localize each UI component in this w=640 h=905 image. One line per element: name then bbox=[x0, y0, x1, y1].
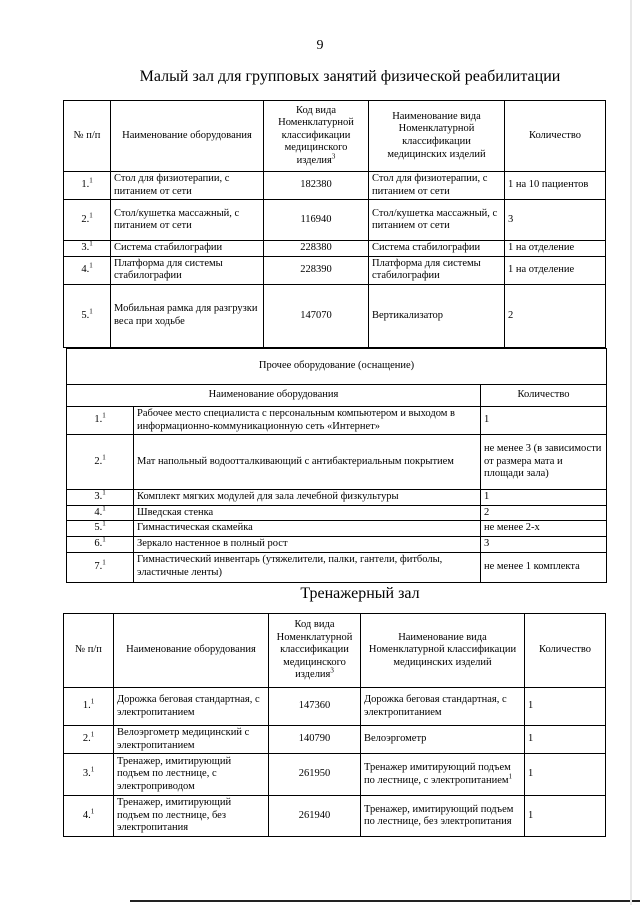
row-equipment: Велоэргометр медицинский с электропитанием bbox=[114, 726, 269, 754]
table-row bbox=[64, 796, 606, 837]
header-qty: Количество bbox=[481, 385, 607, 407]
row-num: 5.$^1$ bbox=[64, 284, 111, 347]
header-equipment: Наименование оборудования bbox=[111, 101, 264, 172]
row-kind: Платформа для системы стабилографии bbox=[369, 256, 505, 284]
row-kind: Тренажер, имитирующий подъем по лестнице, без электропитания bbox=[361, 796, 525, 837]
table-title-row bbox=[67, 349, 607, 385]
row-equipment: Комплект мягких модулей для зала лечебной физкультуры bbox=[134, 490, 481, 506]
row-num: 3.$^1$ bbox=[67, 490, 134, 506]
header-kind: Наименование вида Номенклатурной классификации медицинских изделий bbox=[361, 614, 525, 688]
header-qty: Количество bbox=[525, 614, 606, 688]
row-num: 1.$^1$ bbox=[64, 688, 114, 726]
row-qty: 1 bbox=[525, 688, 606, 726]
equipment-table-other bbox=[66, 348, 607, 583]
table-row bbox=[64, 241, 606, 257]
row-num: 3.$^1$ bbox=[64, 241, 111, 257]
row-equipment: Мобильная рамка для разгрузки веса при ходьбе bbox=[111, 284, 264, 347]
header-kind: Наименование вида Номенклатурной классификации медицинских изделий bbox=[369, 101, 505, 172]
table-row bbox=[64, 726, 606, 754]
row-qty: 2 bbox=[505, 284, 606, 347]
row-code: 116940 bbox=[264, 200, 369, 241]
header-qty: Количество bbox=[505, 101, 606, 172]
row-equipment: Стол для физиотерапии, с питанием от сети bbox=[111, 172, 264, 200]
row-code: 261950 bbox=[269, 754, 361, 796]
row-qty: 1 на 10 пациентов bbox=[505, 172, 606, 200]
row-equipment: Рабочее место специалиста с персональным компьютером и выходом в информационно-коммуникационную сеть «Интернет» bbox=[134, 407, 481, 435]
row-kind: Система стабилографии bbox=[369, 241, 505, 257]
row-qty: 3 bbox=[505, 200, 606, 241]
section-title-small-hall: Малый зал для групповых занятий физической реабилитации bbox=[139, 68, 561, 85]
table-row bbox=[64, 256, 606, 284]
row-qty: 1 bbox=[481, 490, 607, 506]
row-code: 147360 bbox=[269, 688, 361, 726]
table-row bbox=[67, 490, 607, 506]
row-qty: 1 bbox=[481, 407, 607, 435]
row-kind: Стол для физиотерапии, с питанием от сети bbox=[369, 172, 505, 200]
row-num: 4.$^1$ bbox=[64, 256, 111, 284]
equipment-table-small-hall bbox=[63, 100, 606, 348]
row-qty: не менее 2-х bbox=[481, 521, 607, 537]
row-num: 2.$^1$ bbox=[64, 200, 111, 241]
row-num: 3.$^1$ bbox=[64, 754, 114, 796]
table-row bbox=[67, 505, 607, 521]
row-qty: не менее 3 (в зависимости от размера мата и площади зала) bbox=[481, 435, 607, 490]
header-equipment: Наименование оборудования bbox=[67, 385, 481, 407]
row-equipment: Дорожка беговая стандартная, с электропитанием bbox=[114, 688, 269, 726]
row-qty: 1 на отделение bbox=[505, 256, 606, 284]
row-equipment: Платформа для системы стабилографии bbox=[111, 256, 264, 284]
row-equipment: Зеркало настенное в полный рост bbox=[134, 536, 481, 552]
header-equipment: Наименование оборудования bbox=[114, 614, 269, 688]
row-equipment: Тренажер, имитирующий подъем по лестнице, без электропитания bbox=[114, 796, 269, 837]
table-row bbox=[64, 754, 606, 796]
row-code: 147070 bbox=[264, 284, 369, 347]
table-row bbox=[64, 284, 606, 347]
table-row bbox=[67, 435, 607, 490]
row-num: 2.$^1$ bbox=[64, 726, 114, 754]
header-code: Код вида Номенклатурной классификации медицинского изделия$^3$ bbox=[264, 101, 369, 172]
row-num: 7.$^1$ bbox=[67, 552, 134, 582]
row-kind: Дорожка беговая стандартная, с электропитанием bbox=[361, 688, 525, 726]
header-num: № п/п bbox=[64, 101, 111, 172]
table-row bbox=[67, 536, 607, 552]
row-num: 6.$^1$ bbox=[67, 536, 134, 552]
row-equipment: Гимнастический инвентарь (утяжелители, палки, гантели, фитболы, эластичные ленты) bbox=[134, 552, 481, 582]
row-num: 4.$^1$ bbox=[67, 505, 134, 521]
table-row bbox=[64, 688, 606, 726]
row-equipment: Стол/кушетка массажный, с питанием от сети bbox=[111, 200, 264, 241]
table-row bbox=[67, 552, 607, 582]
row-code: 182380 bbox=[264, 172, 369, 200]
table-row bbox=[67, 407, 607, 435]
table-row bbox=[64, 200, 606, 241]
row-qty: 1 bbox=[525, 754, 606, 796]
table-title: Прочее оборудование (оснащение) bbox=[67, 349, 607, 385]
header-code: Код вида Номенклатурной классификации медицинского изделия$^3$ bbox=[269, 614, 361, 688]
row-code: 228380 bbox=[264, 241, 369, 257]
row-num: 5.$^1$ bbox=[67, 521, 134, 537]
table-header-row bbox=[64, 614, 606, 688]
row-num: 1.$^1$ bbox=[64, 172, 111, 200]
row-code: 261940 bbox=[269, 796, 361, 837]
row-qty: 3 bbox=[481, 536, 607, 552]
scan-artifact-edge bbox=[630, 0, 632, 905]
table-row bbox=[64, 172, 606, 200]
row-equipment: Система стабилографии bbox=[111, 241, 264, 257]
row-kind: Стол/кушетка массажный, с питанием от сети bbox=[369, 200, 505, 241]
equipment-table-gym bbox=[63, 613, 606, 837]
row-equipment: Гимнастическая скамейка bbox=[134, 521, 481, 537]
scan-artifact-line bbox=[130, 900, 640, 902]
row-code: 140790 bbox=[269, 726, 361, 754]
row-qty: не менее 1 комплекта bbox=[481, 552, 607, 582]
row-num: 1.$^1$ bbox=[67, 407, 134, 435]
row-equipment: Шведская стенка bbox=[134, 505, 481, 521]
table-header-row bbox=[64, 101, 606, 172]
row-kind: Велоэргометр bbox=[361, 726, 525, 754]
row-qty: 2 bbox=[481, 505, 607, 521]
row-qty: 1 bbox=[525, 796, 606, 837]
row-num: 4.$^1$ bbox=[64, 796, 114, 837]
page-number: 9 bbox=[316, 38, 324, 53]
row-qty: 1 bbox=[525, 726, 606, 754]
header-num: № п/п bbox=[64, 614, 114, 688]
row-num: 2.$^1$ bbox=[67, 435, 134, 490]
table-row bbox=[67, 521, 607, 537]
row-equipment: Мат напольный водоотталкивающий с антибактериальным покрытием bbox=[134, 435, 481, 490]
section-title-gym: Тренажерный зал bbox=[300, 585, 420, 602]
row-kind: Вертикализатор bbox=[369, 284, 505, 347]
row-kind: Тренажер имитирующий подъем по лестнице, с электропитанием$^1$ bbox=[361, 754, 525, 796]
row-qty: 1 на отделение bbox=[505, 241, 606, 257]
row-equipment: Тренажер, имитирующий подъем по лестнице, с электроприводом bbox=[114, 754, 269, 796]
table-header-row bbox=[67, 385, 607, 407]
row-code: 228390 bbox=[264, 256, 369, 284]
